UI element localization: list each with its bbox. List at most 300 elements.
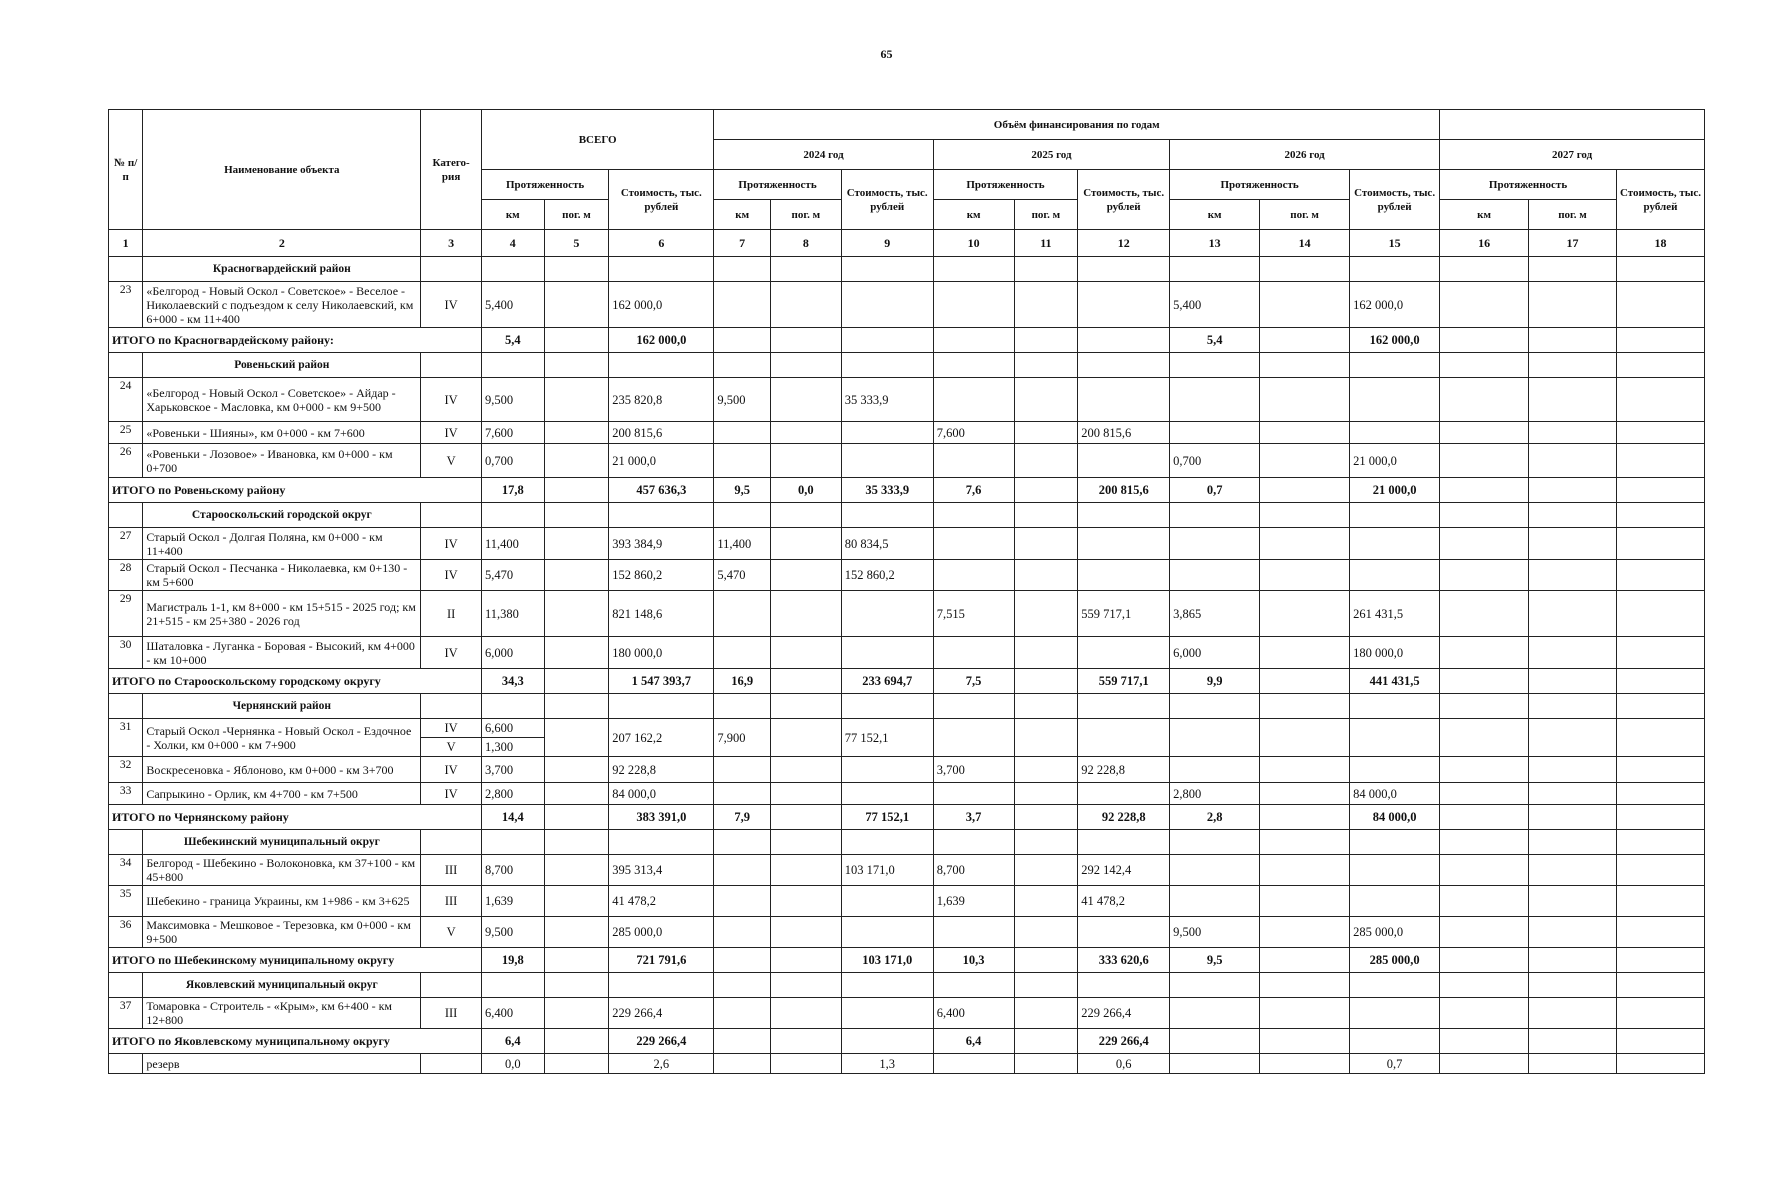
value-cell [1260, 444, 1350, 478]
row-number: 27 [109, 528, 143, 560]
reserve-row [109, 1054, 1705, 1074]
total-value: 233 694,7 [841, 669, 933, 694]
total-value [1260, 948, 1350, 973]
value-cell [933, 528, 1014, 560]
object-name: «Ровеньки - Шияны», км 0+000 - км 7+600 [143, 422, 421, 444]
empty-cell [770, 257, 841, 282]
empty-cell [1440, 353, 1529, 378]
header-length: Протяженность [1170, 170, 1350, 200]
total-value [1014, 1029, 1078, 1054]
value-cell [1260, 757, 1350, 783]
row-number: 23 [109, 282, 143, 328]
empty-cell [1350, 257, 1440, 282]
total-value [714, 948, 771, 973]
total-value: 559 717,1 [1078, 669, 1170, 694]
value-cell: 9,500 [481, 917, 544, 948]
header-financing: Объём финансирования по годам [714, 110, 1440, 140]
empty-cell [933, 694, 1014, 719]
header-cost: Стоимость, тыс. рублей [1350, 170, 1440, 230]
reserve-value [1170, 1054, 1260, 1074]
category: IV [421, 757, 482, 783]
table-row [109, 378, 1705, 422]
value-cell [714, 591, 771, 637]
total-value [1014, 805, 1078, 830]
object-name: Сапрыкино - Орлик, км 4+700 - км 7+500 [143, 783, 421, 805]
total-value: 333 620,6 [1078, 948, 1170, 973]
value-cell: 92 228,8 [609, 757, 714, 783]
total-value [544, 328, 609, 353]
value-cell [933, 378, 1014, 422]
empty-cell [933, 830, 1014, 855]
value-cell: 80 834,5 [841, 528, 933, 560]
empty-cell [1260, 694, 1350, 719]
empty-cell [1350, 830, 1440, 855]
object-name: Белгород - Шебекино - Волоконовка, км 37+100 - км 45+800 [143, 855, 421, 886]
value-cell: 2,800 [1170, 783, 1260, 805]
value-cell [1170, 378, 1260, 422]
value-cell [841, 998, 933, 1029]
header-pog-m: пог. м [770, 200, 841, 230]
empty-cell [1078, 973, 1170, 998]
value-cell: 1,639 [933, 886, 1014, 917]
empty-cell [1260, 973, 1350, 998]
total-value [1350, 1029, 1440, 1054]
total-value: 229 266,4 [1078, 1029, 1170, 1054]
total-value: 92 228,8 [1078, 805, 1170, 830]
empty-cell [1529, 257, 1617, 282]
table-row [109, 783, 1705, 805]
value-cell [1440, 444, 1529, 478]
total-value [544, 805, 609, 830]
empty-cell [714, 257, 771, 282]
empty-cell [1078, 694, 1170, 719]
value-cell [1616, 422, 1704, 444]
value-cell [1440, 422, 1529, 444]
table-row [109, 591, 1705, 637]
column-number: 6 [609, 230, 714, 257]
empty-cell [609, 503, 714, 528]
row-number: 35 [109, 886, 143, 917]
total-row [109, 328, 1705, 353]
total-value: 19,8 [481, 948, 544, 973]
total-label: ИТОГО по Старооскольскому городскому округу [109, 669, 482, 694]
value-cell [1529, 998, 1617, 1029]
value-cell: 200 815,6 [1078, 422, 1170, 444]
value-cell [1616, 528, 1704, 560]
value-cell: 1,639 [481, 886, 544, 917]
empty-cell [544, 353, 609, 378]
row-number: 25 [109, 422, 143, 444]
empty-cell [1616, 830, 1704, 855]
value-cell [933, 444, 1014, 478]
value-cell [1350, 886, 1440, 917]
value-cell [770, 886, 841, 917]
value-cell [1170, 560, 1260, 591]
value-cell: 395 313,4 [609, 855, 714, 886]
value-cell: 285 000,0 [609, 917, 714, 948]
value-cell [1440, 560, 1529, 591]
total-value [544, 478, 609, 503]
value-cell [544, 422, 609, 444]
column-number: 4 [481, 230, 544, 257]
value-cell [1350, 855, 1440, 886]
column-number: 13 [1170, 230, 1260, 257]
district-row [109, 830, 1705, 855]
row-number: 33 [109, 783, 143, 805]
value-cell [1014, 422, 1078, 444]
empty-cell [1350, 973, 1440, 998]
row-number: 28 [109, 560, 143, 591]
header-km: км [714, 200, 771, 230]
table-row [109, 998, 1705, 1029]
value-cell [1014, 637, 1078, 669]
column-number: 15 [1350, 230, 1440, 257]
empty-cell [609, 694, 714, 719]
total-value [770, 1029, 841, 1054]
empty-cell [1529, 830, 1617, 855]
value-cell: 285 000,0 [1350, 917, 1440, 948]
value-cell [770, 998, 841, 1029]
value-cell [714, 998, 771, 1029]
empty-cell [421, 257, 482, 282]
value-cell [544, 757, 609, 783]
reserve-value [544, 1054, 609, 1074]
value-cell [1014, 560, 1078, 591]
value-cell: 6,400 [933, 998, 1014, 1029]
value-cell: 180 000,0 [1350, 637, 1440, 669]
district-row [109, 694, 1705, 719]
value-cell [1529, 282, 1617, 328]
empty-cell [544, 830, 609, 855]
total-value [1529, 328, 1617, 353]
value-cell [1014, 855, 1078, 886]
value-cell: 162 000,0 [609, 282, 714, 328]
value-cell: 559 717,1 [1078, 591, 1170, 637]
empty-cell [714, 973, 771, 998]
total-row [109, 478, 1705, 503]
value-cell [544, 282, 609, 328]
value-cell: 11,400 [714, 528, 771, 560]
value-cell: 229 266,4 [609, 998, 714, 1029]
empty-cell [770, 973, 841, 998]
value-cell: 207 162,2 [609, 719, 714, 757]
total-value [1014, 328, 1078, 353]
value-cell: 84 000,0 [609, 783, 714, 805]
empty-cell [770, 353, 841, 378]
empty-cell [1616, 973, 1704, 998]
total-value [1616, 328, 1704, 353]
financing-table [108, 109, 1705, 1074]
empty-cell [1616, 694, 1704, 719]
empty-cell [421, 830, 482, 855]
value-cell [1616, 444, 1704, 478]
column-number: 17 [1529, 230, 1617, 257]
value-cell: 152 860,2 [609, 560, 714, 591]
value-cell [933, 719, 1014, 757]
total-value [1260, 805, 1350, 830]
value-cell [1260, 998, 1350, 1029]
reserve-value [1260, 1054, 1350, 1074]
value-cell [714, 917, 771, 948]
value-cell [770, 422, 841, 444]
total-value [1440, 478, 1529, 503]
column-number: 5 [544, 230, 609, 257]
value-cell [770, 757, 841, 783]
value-cell [1529, 637, 1617, 669]
empty-cell [1260, 830, 1350, 855]
table-body [109, 230, 1705, 1074]
total-label: ИТОГО по Шебекинскому муниципальному округу [109, 948, 482, 973]
value-cell: 6,600 [481, 719, 544, 738]
total-value [1014, 669, 1078, 694]
value-cell: 5,400 [481, 282, 544, 328]
value-cell [1078, 917, 1170, 948]
empty-cell [1616, 353, 1704, 378]
value-cell [1529, 560, 1617, 591]
value-cell [770, 855, 841, 886]
value-cell [1529, 783, 1617, 805]
value-cell [1529, 757, 1617, 783]
value-cell [714, 444, 771, 478]
value-cell [1440, 757, 1529, 783]
reserve-value: 1,3 [841, 1054, 933, 1074]
value-cell: 7,600 [933, 422, 1014, 444]
total-value: 9,9 [1170, 669, 1260, 694]
value-cell [1014, 282, 1078, 328]
value-cell [770, 528, 841, 560]
value-cell [1616, 855, 1704, 886]
reserve-value: 2,6 [609, 1054, 714, 1074]
object-name: «Ровеньки - Лозовое» - Ивановка, км 0+000 - км 0+700 [143, 444, 421, 478]
total-value [544, 948, 609, 973]
empty-cell [609, 353, 714, 378]
value-cell [1350, 422, 1440, 444]
value-cell [1260, 378, 1350, 422]
empty-cell [841, 503, 933, 528]
header-cost: Стоимость, тыс. рублей [1616, 170, 1704, 230]
empty-cell [1440, 973, 1529, 998]
total-value: 5,4 [481, 328, 544, 353]
value-cell [770, 917, 841, 948]
empty-cell [1078, 830, 1170, 855]
value-cell: 0,700 [481, 444, 544, 478]
table-row [109, 917, 1705, 948]
total-value: 162 000,0 [1350, 328, 1440, 353]
value-cell [1350, 378, 1440, 422]
row-number: 32 [109, 757, 143, 783]
value-cell [933, 783, 1014, 805]
total-value [1616, 948, 1704, 973]
value-cell: 0,700 [1170, 444, 1260, 478]
column-number: 7 [714, 230, 771, 257]
value-cell: 5,470 [481, 560, 544, 591]
total-value: 34,3 [481, 669, 544, 694]
column-number: 11 [1014, 230, 1078, 257]
empty-cell [1170, 830, 1260, 855]
header-km: км [933, 200, 1014, 230]
object-name: Шебекино - граница Украины, км 1+986 - км 3+625 [143, 886, 421, 917]
value-cell [1529, 917, 1617, 948]
value-cell [1078, 378, 1170, 422]
category: III [421, 886, 482, 917]
value-cell: 21 000,0 [609, 444, 714, 478]
value-cell: 41 478,2 [1078, 886, 1170, 917]
reserve-value [1529, 1054, 1617, 1074]
header-total: ВСЕГО [481, 110, 713, 170]
header-pog-m: пог. м [544, 200, 609, 230]
empty-cell [109, 830, 143, 855]
empty-cell [1529, 973, 1617, 998]
value-cell: 5,400 [1170, 282, 1260, 328]
empty-cell [1170, 694, 1260, 719]
table-row [109, 528, 1705, 560]
object-name: Старый Оскол - Долгая Поляна, км 0+000 - км 11+400 [143, 528, 421, 560]
empty-cell [109, 503, 143, 528]
total-value: 721 791,6 [609, 948, 714, 973]
district-name: Старооскольский городской округ [143, 503, 421, 528]
total-value [1260, 328, 1350, 353]
value-cell [1078, 528, 1170, 560]
category: IV [421, 560, 482, 591]
column-number: 3 [421, 230, 482, 257]
empty-cell [1529, 694, 1617, 719]
total-value: 6,4 [481, 1029, 544, 1054]
value-cell [544, 444, 609, 478]
value-cell [1529, 528, 1617, 560]
object-name: Старый Оскол -Чернянка - Новый Оскол - Ездочное - Холки, км 0+000 - км 7+900 [143, 719, 421, 757]
total-value: 7,6 [933, 478, 1014, 503]
value-cell [544, 917, 609, 948]
value-cell: 180 000,0 [609, 637, 714, 669]
value-cell [1170, 886, 1260, 917]
value-cell: 162 000,0 [1350, 282, 1440, 328]
value-cell [1014, 783, 1078, 805]
total-value: 285 000,0 [1350, 948, 1440, 973]
empty-cell [609, 830, 714, 855]
value-cell: 6,400 [481, 998, 544, 1029]
value-cell [1440, 719, 1529, 757]
header-km: км [481, 200, 544, 230]
value-cell: 9,500 [481, 378, 544, 422]
value-cell: 292 142,4 [1078, 855, 1170, 886]
reserve-value [933, 1054, 1014, 1074]
total-value [770, 805, 841, 830]
empty-cell [1529, 353, 1617, 378]
empty-cell [1170, 503, 1260, 528]
value-cell [1170, 719, 1260, 757]
district-name: Чернянский район [143, 694, 421, 719]
total-value [544, 1029, 609, 1054]
empty-cell [1170, 353, 1260, 378]
header-category: Катего-рия [421, 110, 482, 230]
value-cell [1616, 378, 1704, 422]
empty-cell [609, 973, 714, 998]
object-name: Старый Оскол - Песчанка - Николаевка, км 0+130 - км 5+600 [143, 560, 421, 591]
header-year-2024: 2024 год [714, 140, 933, 170]
row-number: 37 [109, 998, 143, 1029]
category: IV [421, 282, 482, 328]
object-name: Шаталовка - Луганка - Боровая - Высокий, км 4+000 - км 10+000 [143, 637, 421, 669]
value-cell: 6,000 [481, 637, 544, 669]
value-cell: 9,500 [714, 378, 771, 422]
total-value [1529, 478, 1617, 503]
value-cell [770, 783, 841, 805]
reserve-value: 0,0 [481, 1054, 544, 1074]
value-cell [1440, 886, 1529, 917]
empty-cell [1260, 353, 1350, 378]
header-year-2026: 2026 год [1170, 140, 1440, 170]
value-cell [1440, 282, 1529, 328]
empty-cell [841, 257, 933, 282]
total-value: 7,5 [933, 669, 1014, 694]
empty-cell [714, 353, 771, 378]
value-cell: 235 820,8 [609, 378, 714, 422]
total-value: 16,9 [714, 669, 771, 694]
total-value [714, 328, 771, 353]
empty-cell [933, 973, 1014, 998]
empty-cell [109, 973, 143, 998]
empty-cell [109, 1054, 143, 1074]
total-value [544, 669, 609, 694]
value-cell [933, 560, 1014, 591]
empty-cell [481, 503, 544, 528]
value-cell: 92 228,8 [1078, 757, 1170, 783]
total-value: 9,5 [1170, 948, 1260, 973]
value-cell [1078, 783, 1170, 805]
value-cell [544, 783, 609, 805]
total-value [714, 1029, 771, 1054]
total-value [1260, 1029, 1350, 1054]
value-cell [1260, 917, 1350, 948]
column-number: 2 [143, 230, 421, 257]
category: III [421, 998, 482, 1029]
header-year-2027: 2027 год [1440, 140, 1705, 170]
value-cell [544, 378, 609, 422]
value-cell: 41 478,2 [609, 886, 714, 917]
empty-cell [421, 973, 482, 998]
value-cell [1260, 783, 1350, 805]
value-cell: 1,300 [481, 738, 544, 757]
empty-cell [1170, 973, 1260, 998]
total-value [770, 948, 841, 973]
header-length: Протяженность [933, 170, 1078, 200]
row-number: 30 [109, 637, 143, 669]
value-cell [770, 378, 841, 422]
value-cell [544, 886, 609, 917]
reserve-value: 0,6 [1078, 1054, 1170, 1074]
total-value: 3,7 [933, 805, 1014, 830]
category: III [421, 855, 482, 886]
total-value: 441 431,5 [1350, 669, 1440, 694]
total-value: 17,8 [481, 478, 544, 503]
object-name: Воскресеновка - Яблоново, км 0+000 - км 3+700 [143, 757, 421, 783]
total-value [1440, 805, 1529, 830]
empty-cell [109, 694, 143, 719]
value-cell [1014, 591, 1078, 637]
total-value [1616, 669, 1704, 694]
value-cell [1014, 886, 1078, 917]
empty-cell [1350, 503, 1440, 528]
value-cell: 77 152,1 [841, 719, 933, 757]
object-name: Максимовка - Мешковое - Терезовка, км 0+000 - км 9+500 [143, 917, 421, 948]
value-cell [544, 719, 609, 757]
column-number: 10 [933, 230, 1014, 257]
value-cell [1529, 886, 1617, 917]
empty-cell [109, 257, 143, 282]
category: II [421, 591, 482, 637]
table-row [109, 560, 1705, 591]
empty-cell [1014, 257, 1078, 282]
